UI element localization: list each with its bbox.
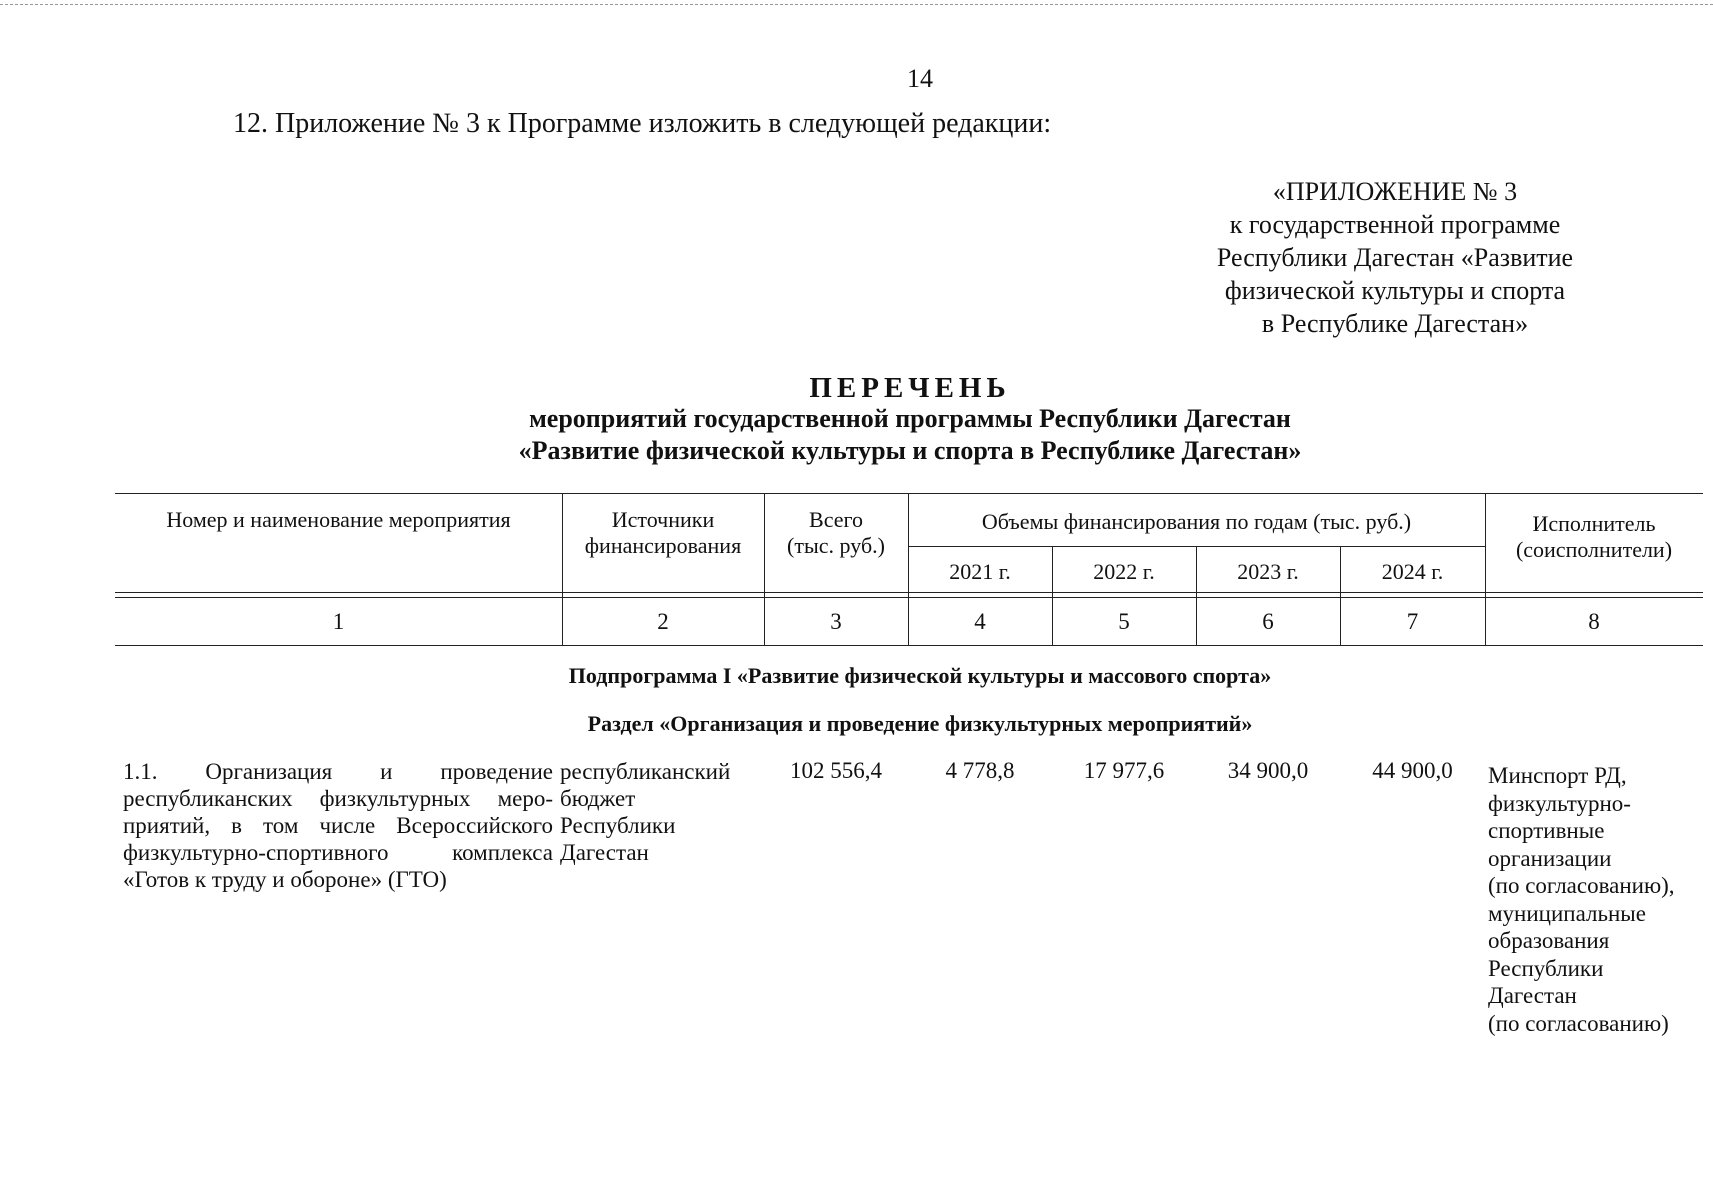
header-source-line: Источники (611, 507, 715, 532)
header-total-line: (тыс. руб.) (787, 533, 885, 558)
document-subtitle-program: «Развитие физической культуры и спорта в Республике Дагестан» (518, 436, 1302, 465)
header-year-2023: 2023 г. (1237, 559, 1299, 584)
subprogram-heading: Подпрограмма I «Развитие физической культуры и массового спорта» (568, 663, 1272, 688)
header-executor (1485, 511, 1703, 563)
table-rule (115, 592, 1703, 593)
measure-name-line: 1.1. Организация и проведение (123, 759, 553, 784)
header-year-2021: 2021 г. (949, 559, 1011, 584)
executor-line: образования (1488, 928, 1610, 953)
header-source (562, 507, 764, 559)
column-number: 5 (1118, 609, 1130, 634)
funding-source-line: республиканский (560, 759, 731, 784)
page-number: 14 (907, 64, 933, 93)
executor-line: организации (1488, 845, 1612, 871)
amount-2022: 17 977,6 (1083, 758, 1165, 783)
section-heading: Раздел «Организация и проведение физкультурных мероприятий» (587, 711, 1253, 736)
measure-name-line: республиканских физкультурных меро- (123, 786, 553, 811)
amount-total: 102 556,4 (790, 758, 882, 783)
column-number: 7 (1406, 609, 1419, 634)
measure-name-line: физкультурно-спортивного комплекса (123, 840, 553, 865)
scan-edge-artifact (0, 4, 1713, 5)
column-number: 4 (974, 609, 986, 634)
document-title: ПЕРЕЧЕНЬ (809, 372, 1011, 404)
measure-name-line: приятий, в том числе Всероссийского (123, 813, 553, 838)
funding-source-line: Республики (560, 813, 676, 838)
amount-2021: 4 778,8 (945, 758, 1015, 783)
measure-name (123, 758, 553, 893)
appendix-line: «ПРИЛОЖЕНИЕ № 3 (1272, 177, 1518, 206)
measures-table-header (115, 493, 1703, 653)
header-executor-line: (соисполнители) (1515, 537, 1673, 562)
column-number: 8 (1588, 609, 1600, 634)
funding-source (560, 758, 760, 866)
table-rule (115, 493, 1703, 494)
header-executor-line: Исполнитель (1532, 511, 1656, 536)
funding-source-line: Дагестан (560, 840, 649, 865)
executor-line: (по согласованию), (1488, 873, 1675, 898)
executor-line: Минспорт РД, (1488, 763, 1627, 788)
header-total-line: Всего (809, 507, 863, 532)
header-year-2024: 2024 г. (1381, 559, 1444, 584)
header-total (764, 507, 908, 559)
executor-line: Республики (1488, 955, 1604, 981)
amount-2024: 44 900,0 (1372, 758, 1453, 783)
header-source-line: финансирования (584, 533, 742, 558)
header-name: Номер и наименование мероприятия (166, 507, 511, 532)
executor-list (1488, 762, 1703, 1037)
header-years-group: Объемы финансирования по годам (тыс. руб.) (981, 509, 1412, 534)
intro-paragraph: 12. Приложение № 3 к Программе изложить в следующей редакции: (233, 108, 1052, 139)
executor-line: спортивные (1488, 818, 1605, 843)
header-year-2022: 2022 г. (1093, 559, 1155, 584)
amount-2023: 34 900,0 (1227, 758, 1309, 783)
executor-line: (по согласованию) (1488, 1010, 1669, 1036)
table-rule (115, 597, 1703, 598)
document-subtitle: мероприятий государственной программы Республики Дагестан (529, 404, 1291, 433)
appendix-line: к государственной программе (1229, 210, 1561, 239)
appendix-line: Республики Дагестан «Развитие (1216, 243, 1574, 272)
column-number: 1 (332, 609, 345, 634)
appendix-block (1150, 175, 1640, 340)
executor-line: физкультурно- (1488, 790, 1631, 816)
executor-line: Дагестан (1488, 983, 1577, 1008)
measure-name-line: «Готов к труду и обороне» (ГТО) (123, 867, 447, 892)
appendix-line: в Республике Дагестан» (1261, 309, 1529, 338)
column-number: 6 (1262, 609, 1274, 634)
executor-line: муниципальные (1488, 900, 1646, 926)
column-number: 2 (657, 609, 669, 634)
table-rule (115, 645, 1703, 646)
funding-source-line: бюджет (560, 786, 636, 811)
appendix-line: физической культуры и спорта (1224, 276, 1566, 305)
column-number: 3 (830, 609, 842, 634)
